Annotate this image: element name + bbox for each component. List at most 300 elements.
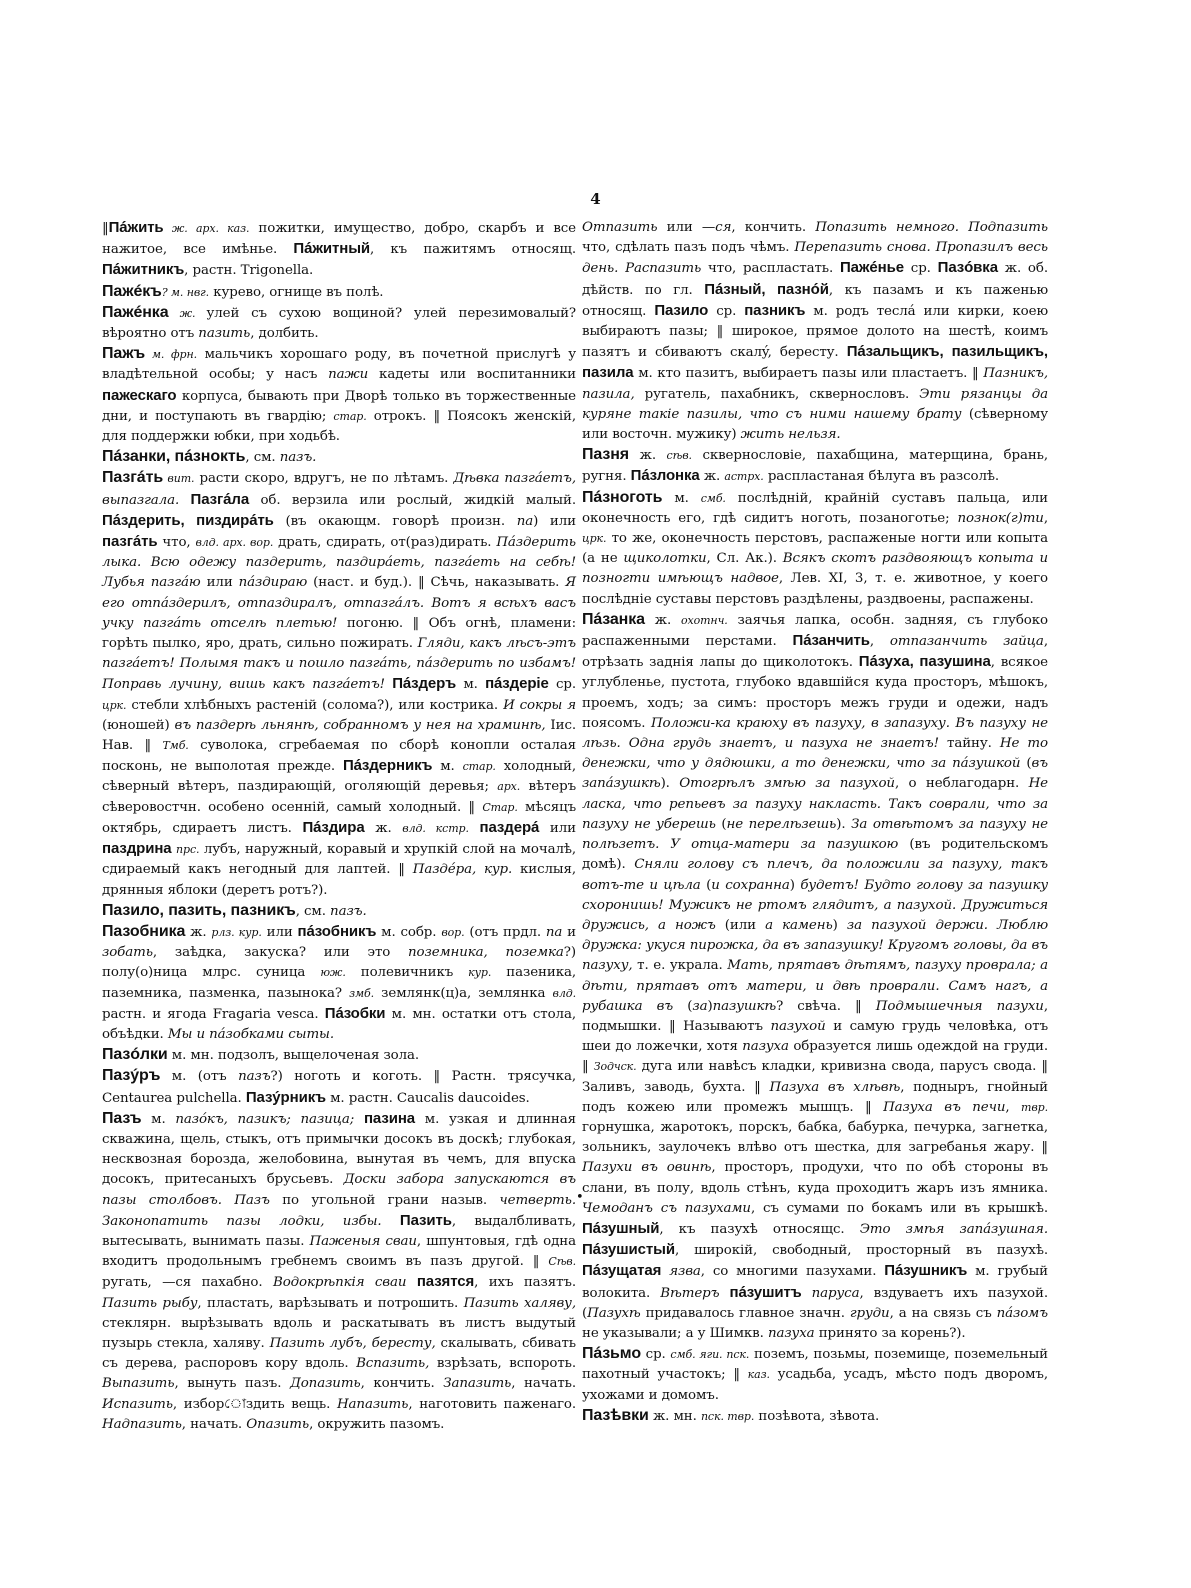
entry-text: Вѣтеръ xyxy=(660,1285,720,1301)
headword: пазятся xyxy=(416,1273,475,1291)
entry-text: нвг. xyxy=(186,285,210,299)
headword: паздрина xyxy=(102,840,172,858)
headword: Пáзобки xyxy=(324,1004,386,1022)
entry-text: горнушка, жаротокъ, порскъ, бабка, бабурка, печурка, загнетка, зольникъ, заулочекъ влѣво отъ шестка, для загребанья жару. ‖ xyxy=(582,1119,1048,1156)
entry-text: Выпазить xyxy=(102,1376,175,1392)
entry-text: (наст. и буд.). ‖ Сѣчь, наказывать. xyxy=(307,575,566,591)
entry-text: полевичникъ xyxy=(345,965,469,981)
entry-text: арх. каз. xyxy=(195,222,250,235)
entry-text: м. xyxy=(145,348,172,362)
entry-text: , см. xyxy=(295,903,331,919)
entry-text: Пазуха въ печи xyxy=(883,1099,1006,1115)
entry-text: , растн. Trigonella. xyxy=(184,263,314,279)
entry-text: Вспазить, xyxy=(356,1356,430,1372)
entry-text: , ихъ пазятъ. xyxy=(474,1275,576,1291)
entry-text: ( xyxy=(715,816,727,832)
entry-text: Пазухѣ xyxy=(587,1305,641,1321)
entry-text: смб. яги. пск. xyxy=(670,1348,750,1362)
entry-text: ) xyxy=(832,917,847,933)
headword: Пажъ xyxy=(102,345,146,363)
dictionary-entry xyxy=(102,901,576,922)
entry-text xyxy=(382,1214,400,1229)
entry-text: (сѣверному или восточн. мужику) xyxy=(582,406,1049,443)
entry-text: холодный, сѣверный вѣтеръ, паздирающій, оголяющій деревья; xyxy=(102,759,576,795)
entry-text: Всякъ скотъ раздвояющъ копыта и позногти имѣющъ надвое xyxy=(582,551,1048,587)
entry-text: Сѣв. xyxy=(548,1255,576,1269)
entry-text: Тмб. xyxy=(162,739,189,753)
entry-text: , xyxy=(869,634,890,650)
entry-text: Сняли голову съ плечъ, да положили за пазуху, такъ вотъ-те и цѣла xyxy=(582,857,1048,893)
entry-text: Паздéра, кур. xyxy=(412,862,513,878)
headword: пáзушитъ xyxy=(729,1283,802,1301)
entry-text: ). xyxy=(660,776,680,792)
headword: Пазня xyxy=(582,446,630,464)
entry-text: драть, сдирать, от(раз)дирать. xyxy=(273,535,497,551)
entry-text: (юношей) xyxy=(102,717,175,733)
entry-text: кадеты или воспитанники xyxy=(368,367,576,383)
dictionary-entry xyxy=(582,218,1048,445)
entry-text: зобать xyxy=(102,945,153,961)
entry-text: , шпунтовыя, гдѣ одна входитъ продольнымъ гребнемъ своимъ въ пазъ другой. ‖ xyxy=(102,1233,576,1270)
entry-text: , къ пазамъ и къ паженью относящ. xyxy=(582,282,1049,319)
entry-text: Опазить xyxy=(246,1416,310,1432)
entry-text: Не ласка, что репьевъ за пазуху накласть. Такъ соврали, что за пазуху не уберешь xyxy=(582,776,1048,832)
entry-text: Пазить халяву, xyxy=(463,1295,576,1311)
entry-text: Это змѣя запáзушная. xyxy=(859,1221,1048,1237)
entry-text: каз. xyxy=(747,1368,770,1382)
entry-text: вит. xyxy=(163,472,195,486)
entry-text: Паженыя сваи xyxy=(309,1233,417,1249)
entry-text: смб. xyxy=(700,491,726,505)
entry-text: м. xyxy=(432,759,463,775)
entry-text: стеклярн. вырѣзывать вдоль и раскатывать въ листъ выдутый пузырь стекла, халяву. xyxy=(102,1315,576,1351)
entry-text: влд. кстр. xyxy=(402,821,469,835)
headword: Пазóлки xyxy=(102,1046,168,1064)
entry-text: Дѣвка пазгáетъ, выпазгала. xyxy=(102,471,576,508)
entry-text: сѣв. xyxy=(666,449,692,463)
dictionary-entry xyxy=(582,1406,1048,1427)
entry-text: поземъ, позьмы, поземище, поземельный пахотный участокъ; ‖ xyxy=(582,1347,1049,1383)
entry-text: ж. об. дѣйств. по гл. xyxy=(582,261,1049,298)
entry-text: четверть. Законопатить пазы лодки, избы. xyxy=(102,1192,576,1229)
headword: пазгáть xyxy=(102,533,158,551)
entry-text: ) xyxy=(789,877,801,893)
entry-text: Водокрѣпкія сваи xyxy=(272,1275,407,1291)
entry-text: , къ пазухѣ относящс. xyxy=(659,1221,860,1237)
entry-text: м. мн. остатки отъ стола, объѣдки. xyxy=(102,1006,576,1042)
dictionary-entry xyxy=(582,1344,1048,1406)
entry-text: послѣдній, крайній суставъ пальца, или оконечность его, гдѣ сидитъ ноготь, позаноготье; xyxy=(582,490,1048,526)
entry-text: ж. xyxy=(185,924,212,940)
entry-text: стебли хлѣбныхъ растеній (солома?), или кострика. xyxy=(126,697,504,713)
entry-text: влд. xyxy=(552,986,576,1000)
dictionary-entry xyxy=(582,445,1048,487)
headword: Пажéкъ xyxy=(102,282,162,300)
entry-text: , а на связь съ xyxy=(889,1305,997,1321)
headword: пáзобникъ xyxy=(297,922,377,940)
headword: Пазило, пазить, пазникъ xyxy=(102,901,296,919)
entry-text: , изборোздить вещь. xyxy=(172,1396,337,1412)
entry-text: что, сдѣлать пазъ подъ чѣмъ. xyxy=(582,240,795,256)
entry-text: м. грубый волокита. xyxy=(582,1264,1049,1301)
entry-text: , подныръ, гнойный подъ кожею или промежъ мышцъ. ‖ xyxy=(582,1079,1048,1115)
entry-text: то же, оконечность перстовъ, распаженые ногти или копыта (а не xyxy=(582,531,1048,567)
headword: Пáзушистый xyxy=(582,1241,675,1259)
entry-text: твр. xyxy=(1021,1100,1048,1114)
entry-text: паруса xyxy=(811,1285,860,1301)
entry-text: Стар. xyxy=(482,800,518,814)
entry-text: прс. xyxy=(176,843,200,857)
dictionary-entry xyxy=(102,1045,576,1066)
entry-text: ( xyxy=(700,877,712,893)
entry-text: рлз. кур. xyxy=(211,925,262,939)
entry-text: ? м. xyxy=(161,285,187,299)
headword: Пазýръ xyxy=(102,1067,161,1085)
entry-text: Отогрѣлъ змѣю за пазухой xyxy=(679,776,895,792)
dictionary-entry xyxy=(102,468,576,900)
entry-text: , отрѣзать заднія лапы до щиколотокъ. xyxy=(582,634,1048,671)
entry-text: , вздуваетъ ихъ пазухой. ( xyxy=(582,1285,1048,1321)
entry-text: ‖ xyxy=(102,221,109,236)
entry-text: пожитки, имущество, добро, скарбъ и все нажитое, все имѣнье. xyxy=(102,221,576,258)
entry-text: тайну. xyxy=(938,736,1000,752)
headword: Пáздира xyxy=(302,818,365,836)
dictionary-entry xyxy=(102,344,576,447)
entry-text: Положи-ка краюху въ пазуху, в запазуху. Въ пазуху не лѣзь. Одна грудь знаетъ, и пазуха не знаетъ! xyxy=(582,715,1048,752)
headword: Пáзущатая xyxy=(582,1262,662,1280)
entry-text: и сохранна xyxy=(711,877,790,893)
entry-text: м. собр. xyxy=(376,924,442,940)
entry-text: , см. xyxy=(245,450,280,466)
entry-text: въ запáзушкѣ xyxy=(582,756,1049,792)
headword: Пáжитникъ xyxy=(102,261,185,279)
entry-text: ( xyxy=(673,998,693,1014)
entry-text: расти скоро, вдругъ, не по лѣтамъ. xyxy=(194,471,454,487)
entry-text: мѣсяцъ октябрь, сдираетъ листъ. xyxy=(102,799,577,836)
entry-text: придавалось главное значн. xyxy=(640,1305,850,1321)
entry-text: м. кто пазитъ, выбираетъ пазы или пластаетъ. ‖ xyxy=(633,366,984,382)
entry-text: Напазить xyxy=(336,1396,409,1412)
entry-text: , долбить. xyxy=(250,326,319,342)
entry-text: (отъ прдл. xyxy=(464,924,546,940)
headword: Пáзанка xyxy=(582,610,645,628)
headword: Пáзуха, пазушина xyxy=(858,653,991,671)
entry-text: пазъ. xyxy=(279,450,317,466)
entry-text: вѣтеръ сѣверовостчн. особено осенній, самый холодный. ‖ xyxy=(102,779,576,815)
entry-text: стар. xyxy=(462,760,496,774)
entry-text: растн. и ягода Fragaria vesca. xyxy=(102,1006,325,1022)
entry-text: за xyxy=(692,998,708,1014)
entry-text xyxy=(179,493,190,508)
entry-text: , выдалбливать, вытесывать, вынимать пазы. xyxy=(102,1213,576,1249)
entry-text: , пластать, варѣзывать и потрошить. xyxy=(197,1295,464,1311)
headword: Пазгáла xyxy=(190,490,250,508)
entry-text: , Сл. Ак.). xyxy=(706,551,783,567)
entry-text: что, распластать. xyxy=(701,261,840,277)
entry-text: , широкій, свободный, просторный въ пазухѣ. xyxy=(675,1243,1048,1259)
headword: паздерá xyxy=(479,818,540,836)
entry-text: погоню. ‖ Объ огнѣ, пламени: горѣть пылко, яро, драть, сильно пожирать. xyxy=(102,615,576,652)
entry-text: , къ пажитямъ относящ. xyxy=(370,242,576,258)
entry-text: и самую грудь человѣка, отъ шеи до ложечки, хотя xyxy=(582,1018,1048,1055)
entry-text: ср. xyxy=(548,677,576,693)
entry-text: м. xyxy=(456,677,486,693)
headword: Пажéнка xyxy=(102,303,169,321)
entry-text: астрх. xyxy=(724,470,764,484)
entry-text xyxy=(802,1286,812,1301)
headword: Пáзушникъ xyxy=(884,1262,968,1280)
entry-text: , подмышки. ‖ Называютъ xyxy=(582,998,1049,1034)
entry-text: Не то денежки, что у дядюшки, а то денежки, что за пáзушкой xyxy=(582,736,1048,772)
entry-text: что, xyxy=(157,535,196,551)
entry-text: ж. xyxy=(168,306,207,320)
entry-text: ср. xyxy=(903,261,938,277)
entry-text: пáзомъ xyxy=(996,1305,1048,1321)
entry-text: пазушкѣ xyxy=(712,998,777,1014)
entry-text: фрн. xyxy=(171,348,198,362)
entry-text xyxy=(354,1112,364,1127)
entry-text: И сокры я xyxy=(503,697,576,713)
entry-text: или xyxy=(539,820,576,836)
entry-text: Зодчск. xyxy=(593,1060,637,1074)
entry-text: арх. xyxy=(497,780,521,794)
entry-text: мальчикъ хорошаго роду, въ почетной прислугѣ у владѣтельной особы; у насъ xyxy=(102,347,576,383)
entry-text: а камень xyxy=(765,917,833,933)
entry-text: —ся xyxy=(701,220,732,235)
entry-text: или xyxy=(200,575,239,591)
headword: Пáзлонка xyxy=(630,467,700,485)
entry-text: Испазить xyxy=(102,1396,173,1412)
entry-text: ) xyxy=(707,998,713,1014)
headword: Пазило xyxy=(654,301,709,319)
entry-text: ? свѣча. ‖ xyxy=(776,998,876,1014)
entry-text: ср. xyxy=(708,303,745,319)
entry-text: позѣвота, зѣвота. xyxy=(754,1408,880,1424)
entry-text: , окружить пазомъ. xyxy=(309,1416,445,1432)
left-column xyxy=(102,218,576,1435)
entry-text: па xyxy=(545,924,563,940)
entry-text: пазухой xyxy=(770,1018,826,1034)
entry-text: , кончить. xyxy=(731,220,816,235)
entry-text: суволока, сгребаемая по сборѣ конопли осталая посконь, не выполотая прежде. xyxy=(102,738,576,775)
entry-text: щиколотки xyxy=(623,551,707,567)
headword: Пазóвка xyxy=(937,259,998,277)
entry-text: м. узкая и длинная скважина, щель, стыкъ, отъ примычки досокъ въ доскѣ; глубокая, несквозная борозда, желобовина, вынутая въ чемъ, для впуска досокъ, притесаныхъ брусьевъ. xyxy=(102,1111,576,1188)
entry-text: ?) ноготь и коготь. ‖ Растн. трясучка, Centaurea pulchella. xyxy=(102,1069,576,1106)
entry-text: Пазить лубъ, бересту, xyxy=(269,1335,436,1351)
entry-text: усадьба, усадъ, мѣсто подъ дворомъ, ухожами и домомъ. xyxy=(582,1367,1049,1403)
dictionary-entry xyxy=(102,218,576,282)
entry-text: отпазанчить зайца xyxy=(889,634,1044,650)
headword: Пáзьмо xyxy=(582,1345,641,1363)
entry-text: не перелѣзешь xyxy=(726,816,837,832)
entry-text: пажи xyxy=(328,367,369,383)
entry-text: ). xyxy=(836,816,852,832)
entry-text: м. xyxy=(141,1111,176,1127)
entry-text: влд. арх. вор. xyxy=(195,536,274,550)
entry-text: и xyxy=(562,924,576,940)
entry-text: ?) полу(о)ница млрс. суница xyxy=(102,945,576,981)
entry-text: , Лев. XI, 3, т. е. животное, у коего послѣдніе суставы перстовъ раздѣлены, раздвоены, распажены. xyxy=(582,571,1048,607)
entry-text: скалывать, сбивать съ дерева, распоровъ кору вдоль. xyxy=(102,1335,576,1372)
entry-text xyxy=(406,1275,416,1290)
entry-text: Іис. Нав. ‖ xyxy=(102,717,576,754)
entry-text: , со многими пазухами. xyxy=(700,1264,885,1280)
entry-text: вор. xyxy=(441,925,465,939)
entry-text: (или xyxy=(715,917,766,933)
entry-text: , xyxy=(1043,510,1048,526)
entry-text: Мать, прятавъ дѣтямъ, пазуху проврала; а дѣти, прятавъ отъ матери, и двѣ проврали. Самъ нагъ, а рубашка въ xyxy=(582,958,1048,1014)
entry-text: Надпазить xyxy=(102,1416,182,1432)
dictionary-entry xyxy=(102,282,576,303)
entry-text: ж. xyxy=(364,820,403,836)
entry-text: лубъ, наружный, коравый и хрупкій слой на мочалѣ, сдираемый какъ негодный для лаптей. ‖ xyxy=(102,842,576,878)
entry-text: Пазить рыбу xyxy=(102,1295,198,1311)
right-column xyxy=(582,218,1048,1427)
entry-text: язва xyxy=(669,1264,701,1280)
entry-text: корпуса, бывають при Дворѣ только въ торжественные дни, и поступають въ гвардію; xyxy=(102,388,576,424)
entry-text: , xyxy=(1005,1099,1022,1115)
entry-text: ( xyxy=(1020,756,1032,772)
entry-text: землянк(ц)а, землянка xyxy=(374,985,553,1001)
entry-text: сквернословіе, пахабщина, матерщина, брань, ругня. xyxy=(582,448,1048,485)
headword: Пазгáть xyxy=(102,469,164,487)
headword: Пазобника xyxy=(102,922,186,940)
entry-text: пазъ. xyxy=(330,903,367,919)
entry-text: , просторъ, продухи, что по обѣ стороны въ слани, въ полу, вдоль стѣнъ, куда проходитъ жаръ изъ ямника. xyxy=(582,1160,1048,1196)
headword: пазина xyxy=(363,1109,416,1127)
headword: Пáзушный xyxy=(582,1219,660,1237)
headword: Пажéнье xyxy=(839,259,904,277)
entry-text: улей съ сухою вощиной? улей перезимовалый? вѣроятно отъ xyxy=(102,305,576,342)
headword: Пáзанчить xyxy=(792,632,870,650)
entry-text: пазъ xyxy=(238,1069,271,1085)
entry-text xyxy=(469,821,480,836)
headword: Пáздеръ xyxy=(392,675,457,693)
entry-text: Попазить немного. Подпазить xyxy=(815,220,1048,235)
entry-text: пазуха xyxy=(742,1039,789,1055)
entry-text: курево, огнище въ полѣ. xyxy=(209,284,384,300)
entry-text: по угольной грани назыв. xyxy=(269,1192,500,1208)
entry-text: дуга или навѣсъ кладки, кривизна свода, парусъ свода. ‖ Заливъ, заводь, бухта. ‖ xyxy=(582,1059,1048,1095)
headword: Пазýрникъ xyxy=(245,1088,326,1106)
headword: пазникъ xyxy=(744,301,806,319)
entry-text: кур. xyxy=(468,966,492,980)
entry-text: пазóкъ, пазикъ; пазица; xyxy=(175,1111,355,1127)
entry-text: Пазникъ, пазила, xyxy=(582,366,1048,402)
entry-text: , о неблагодарн. xyxy=(894,776,1029,792)
dictionary-entry xyxy=(102,922,576,1045)
gutter-mark: • xyxy=(576,1190,584,1205)
headword: Пáжитный xyxy=(293,240,371,258)
entry-text: жить нельзя. xyxy=(740,427,841,443)
headword: Пáжить xyxy=(108,219,164,236)
entry-text: стар. xyxy=(333,409,367,423)
entry-text: въ паздерѣ льнянѣ, собранномъ у нея на храминѣ, xyxy=(174,717,546,733)
entry-text: ж. xyxy=(699,469,725,485)
entry-text: ругать, —ся пахабно. xyxy=(102,1275,273,1291)
entry-text: об. верзила или рослый, жидкій малый. xyxy=(249,492,576,508)
entry-text: поземника, поземка xyxy=(408,945,564,961)
entry-text: змб. xyxy=(349,986,375,1000)
entry-text: ж. xyxy=(163,222,196,235)
entry-text: или xyxy=(657,220,702,235)
dictionary-entry xyxy=(102,1066,576,1108)
entry-text: црк. xyxy=(102,698,127,712)
entry-text: , съ сумами по бокамъ или въ крышкѣ. xyxy=(750,1200,1048,1216)
entry-text: юж. xyxy=(320,966,346,980)
entry-text: познок(г)ти xyxy=(957,510,1044,526)
entry-text: ж. мн. xyxy=(648,1408,701,1424)
headword: Пазить xyxy=(399,1211,452,1229)
entry-text: Я его отпáздерилъ, отпаздиралъ, отпазгáлъ. Вотъ я всѣхъ васъ учку пазгáть отселѣ плетью! xyxy=(102,575,577,631)
headword: пажескаго xyxy=(102,386,177,404)
entry-text: Эти рязанцы да куряне такіе пазилы, что съ ними нашему брату xyxy=(582,386,1048,422)
entry-text: охотнч. xyxy=(680,613,728,627)
entry-text: пазуха xyxy=(767,1325,815,1341)
entry-text: или xyxy=(261,924,298,940)
dictionary-entry xyxy=(582,610,1048,1344)
headword: Пáздерить, пиздирáть xyxy=(102,511,274,529)
entry-text: , вынуть пазъ. xyxy=(174,1376,290,1392)
entry-text: Доски забора запускаются въ пазы столбовъ. Пазъ xyxy=(102,1172,576,1208)
entry-text: распластаная бѣлуга въ разсолѣ. xyxy=(763,469,1000,485)
headword: Пазъ xyxy=(102,1109,142,1127)
dictionary-entry xyxy=(102,447,576,468)
entry-text: Допазить xyxy=(289,1376,361,1392)
entry-text: црк. xyxy=(582,532,607,546)
entry-text: будетъ! Будто голову за пазушку схоронишь! Мужикъ не ртомъ глядитъ, а пазухой. Дружиться дружись, а ножъ xyxy=(582,877,1049,933)
entry-text: , кончить. xyxy=(360,1376,444,1392)
entry-text: груди xyxy=(849,1305,890,1321)
dictionary-entry xyxy=(102,303,576,344)
entry-text: м. растн. Caucalis daucoides. xyxy=(325,1090,530,1106)
entry-text: пáздираю xyxy=(238,575,308,591)
headword: Пáзный, пазнóй xyxy=(704,280,829,298)
entry-text: пск. твр. xyxy=(700,1409,755,1423)
headword: Пáзальщикъ, пазильщикъ, пазила xyxy=(582,343,1048,382)
entry-text: Отпазить xyxy=(582,220,658,235)
entry-text: Пазухи въ овинѣ xyxy=(582,1160,712,1176)
entry-text: не указывали; а у Шимкв. xyxy=(582,1325,768,1341)
dictionary-entry xyxy=(582,488,1048,610)
entry-text: м. xyxy=(662,490,701,506)
entry-text: Мы и пáзобками сыты. xyxy=(167,1026,335,1042)
entry-text: Чемоданъ съ пазухами xyxy=(582,1200,751,1216)
entry-text: па xyxy=(516,513,534,529)
entry-text: Перепазить снова. Пропазилъ весь день. Распазить xyxy=(582,240,1048,277)
entry-text: ругатель, пахабникъ, сквернословъ. xyxy=(634,386,920,402)
entry-text: за пазухой держи. Люблю дружка: укуся пирожка, да въ запазушку! Кругомъ головы, да въ пазуху, xyxy=(582,917,1049,974)
entry-text: м. мн. подзолъ, выщелоченая зола. xyxy=(167,1048,420,1064)
headword: пáздеріе xyxy=(485,675,549,693)
entry-text: взрѣзать, вспороть. xyxy=(429,1356,576,1372)
entry-text: Пáздерить лыка. Всю одежу паздерить, паздирáеть, пазгáеть на себѣ! Лубья пазгáю xyxy=(102,535,576,591)
entry-text: заячья лапка, особн. задняя, съ глубоко распаженными перстами. xyxy=(582,612,1048,650)
entry-text: (въ окающм. говорѣ произн. xyxy=(273,513,517,529)
entry-text: ср. xyxy=(641,1347,671,1363)
entry-text: Запазить xyxy=(443,1376,512,1392)
entry-text: пазить xyxy=(198,326,251,342)
entry-text xyxy=(719,1286,729,1301)
entry-text: Подмышечныя пазухи xyxy=(875,998,1044,1014)
entry-text: кислыя, дрянныя яблоки (деретъ ротъ?). xyxy=(102,862,576,898)
entry-text: принято за корень?). xyxy=(814,1325,966,1341)
entry-text: т. е. украла. xyxy=(632,958,728,974)
entry-text: м. родъ теслá или кирки, коею выбираютъ пазы; ‖ широкое, прямое долото на шестѣ, коимъ пазятъ и сбиваютъ скалý, бересту. xyxy=(582,303,1049,361)
entry-text: , начать. xyxy=(181,1416,247,1432)
entry-text: За отвѣтомъ за пазуху не полѣзетъ. У отца-матери за пазушкою xyxy=(582,816,1048,853)
